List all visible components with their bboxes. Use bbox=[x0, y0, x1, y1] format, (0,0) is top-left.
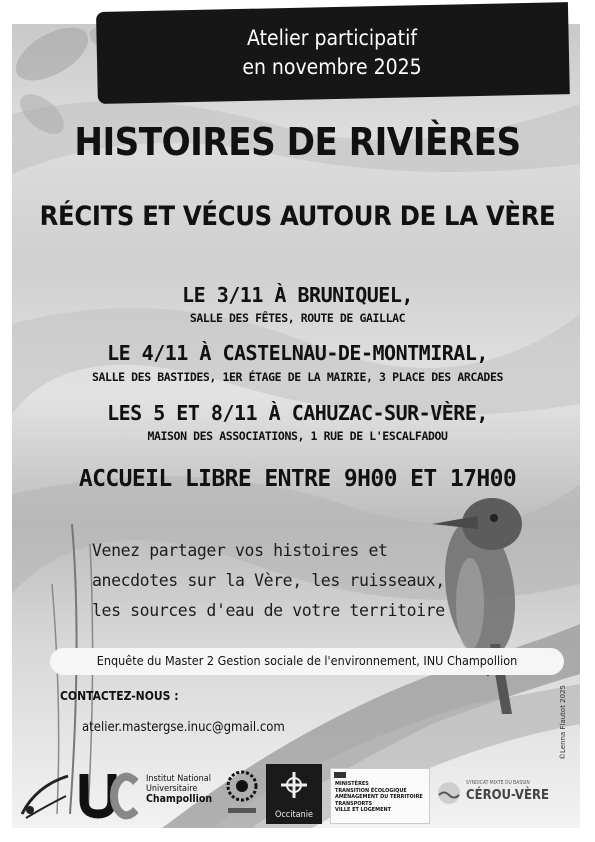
event-date-cahuzac: LES 5 ET 8/11 À CAHUZAC-SUR-VÈRE, bbox=[107, 401, 488, 425]
inu-line-3: Champollion bbox=[146, 793, 213, 805]
ministry-line-5: VILLE ET LOGEMENT bbox=[335, 807, 391, 813]
ministry-logo bbox=[330, 768, 430, 824]
syndicat-small-label: SYNDICAT MIXTE DU BASSIN bbox=[466, 780, 530, 786]
event-place-bruniquel: SALLE DES FÊTES, ROUTE DE GAILLAC bbox=[189, 311, 406, 325]
event-place-cahuzac: MAISON DES ASSOCIATIONS, 1 RUE DE L'ESCALFADOU bbox=[147, 429, 448, 443]
copyright-credit: ©Lenna Flautot 2025 bbox=[559, 685, 567, 760]
syndicat-name: CÉROU-VÈRE bbox=[466, 788, 549, 803]
occitanie-label: Occitanie bbox=[274, 810, 314, 820]
contact-label: CONTACTEZ-NOUS : bbox=[60, 689, 179, 703]
poster-subtitle: RÉCITS ET VÉCUS AUTOUR DE LA VÈRE bbox=[39, 201, 556, 232]
invite-line-3: les sources d'eau de votre territoire bbox=[92, 601, 445, 620]
inu-line-1: Institut National bbox=[146, 774, 211, 784]
event-date-castelnau: LE 4/11 À CASTELNAU-DE-MONTMIRAL, bbox=[107, 341, 488, 365]
inu-line-2: Universitaire bbox=[146, 784, 198, 794]
department-emblem-icon bbox=[222, 764, 262, 820]
marianne-flag-icon bbox=[334, 772, 346, 778]
ministry-line-1: MINISTÈRES bbox=[335, 781, 369, 787]
syndicat-wave-icon bbox=[436, 780, 462, 806]
contact-email[interactable]: atelier.mastergse.inuc@gmail.com bbox=[82, 720, 285, 735]
banner-line-1: Atelier participatif bbox=[247, 26, 417, 50]
ministry-line-4: TRANSPORTS bbox=[335, 800, 373, 807]
poster-title: HISTOIRES DE RIVIÈRES bbox=[74, 120, 521, 164]
ministry-line-3: AMÉNAGEMENT DU TERRITOIRE bbox=[335, 794, 423, 800]
survey-credit: Enquête du Master 2 Gestion sociale de l'environnement, INU Champollion bbox=[96, 653, 518, 668]
occitanie-cross-icon bbox=[266, 764, 322, 806]
inu-champollion-logo-icon bbox=[78, 768, 138, 820]
ministry-line-2: TRANSITION ÉCOLOGIQUE bbox=[335, 787, 407, 794]
master-gse-logo-icon bbox=[16, 766, 74, 822]
invite-line-1: Venez partager vos histoires et bbox=[92, 541, 388, 560]
occitanie-logo bbox=[266, 764, 322, 824]
invite-line-2: anecdotes sur la Vère, les ruisseaux, bbox=[92, 571, 445, 590]
event-place-castelnau: SALLE DES BASTIDES, 1ER ÉTAGE DE LA MAIRIE, 3 PLACE DES ARCADES bbox=[92, 370, 503, 384]
partner-logos bbox=[0, 760, 595, 830]
workshop-banner bbox=[96, 24, 568, 82]
banner-line-2: en novembre 2025 bbox=[242, 55, 422, 79]
event-date-bruniquel: LE 3/11 À BRUNIQUEL, bbox=[182, 283, 413, 307]
opening-hours: ACCUEIL LIBRE ENTRE 9H00 ET 17H00 bbox=[78, 466, 517, 492]
inu-name bbox=[146, 774, 212, 804]
invitation-text bbox=[92, 536, 452, 626]
